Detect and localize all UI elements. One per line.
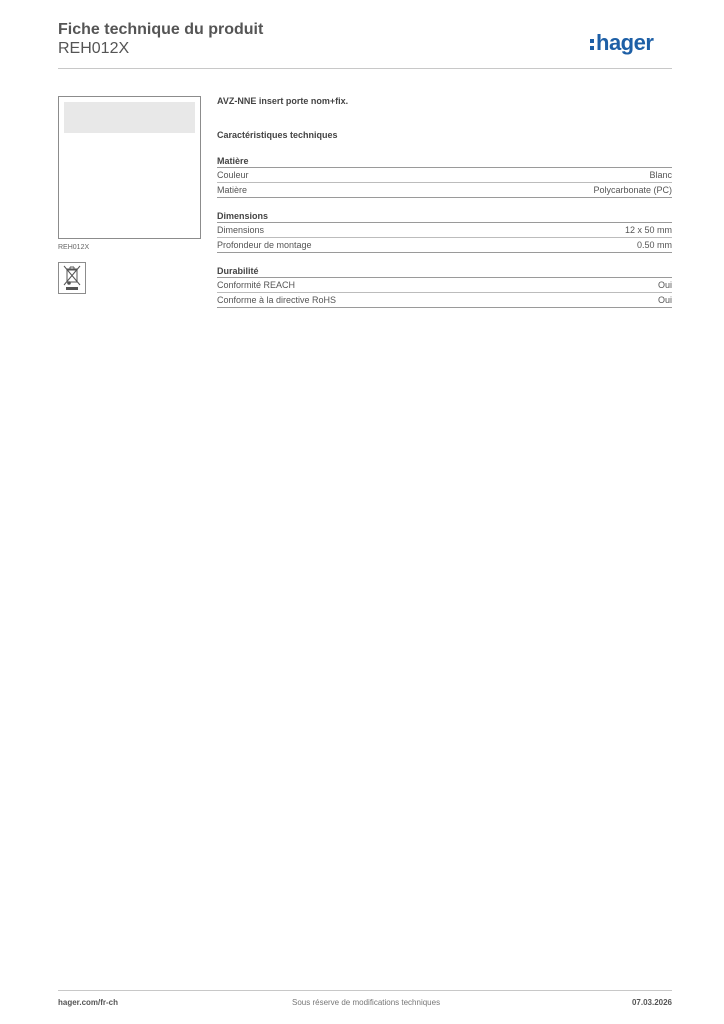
spec-row [217,168,672,183]
spec-row [217,223,672,238]
spec-group-dimensions [217,211,672,253]
spec-row [217,238,672,253]
spec-value: 0.50 mm [636,239,672,250]
spec-value: Blanc [649,169,672,180]
page-title: Fiche technique du produit [58,21,264,38]
spec-label: Profondeur de montage [217,239,312,250]
spec-label: Conformité REACH [217,279,296,290]
product-insert-shape [64,102,195,133]
spec-value: Oui [657,294,672,305]
product-reference: REH012X [58,40,130,57]
spec-group-matiere [217,156,672,198]
spec-row [217,183,672,198]
spec-group-durabilite [217,266,672,308]
spec-label: Dimensions [217,224,265,235]
spec-group-title: Matière [217,156,672,168]
hager-logo [590,30,653,56]
spec-value: Polycarbonate (PC) [593,184,672,195]
spec-label: Matière [217,184,248,195]
weee-icon [58,262,86,294]
product-description: AVZ-NNE insert porte nom+fix. [217,96,349,106]
spec-group-title: Durabilité [217,266,672,278]
header-divider [58,68,672,69]
spec-row [217,278,672,293]
product-image [58,96,201,239]
footer-website-link[interactable]: hager.com/fr-ch [58,998,119,1007]
logo-text: hager [596,30,654,55]
logo-dots-icon [590,39,594,50]
specs-heading: Caractéristiques techniques [217,130,338,140]
product-image-caption: REH012X [58,244,90,251]
spec-row [217,293,672,308]
spec-label: Conforme à la directive RoHS [217,294,337,305]
product-specs [217,96,672,308]
spec-value: Oui [657,279,672,290]
footer-divider [58,990,672,991]
spec-value: 12 x 50 mm [624,224,672,235]
spec-group-title: Dimensions [217,211,672,223]
footer-date: 07.03.2026 [631,998,672,1007]
spec-label: Couleur [217,169,249,180]
footer-notice: Sous réserve de modifications techniques [292,998,441,1007]
